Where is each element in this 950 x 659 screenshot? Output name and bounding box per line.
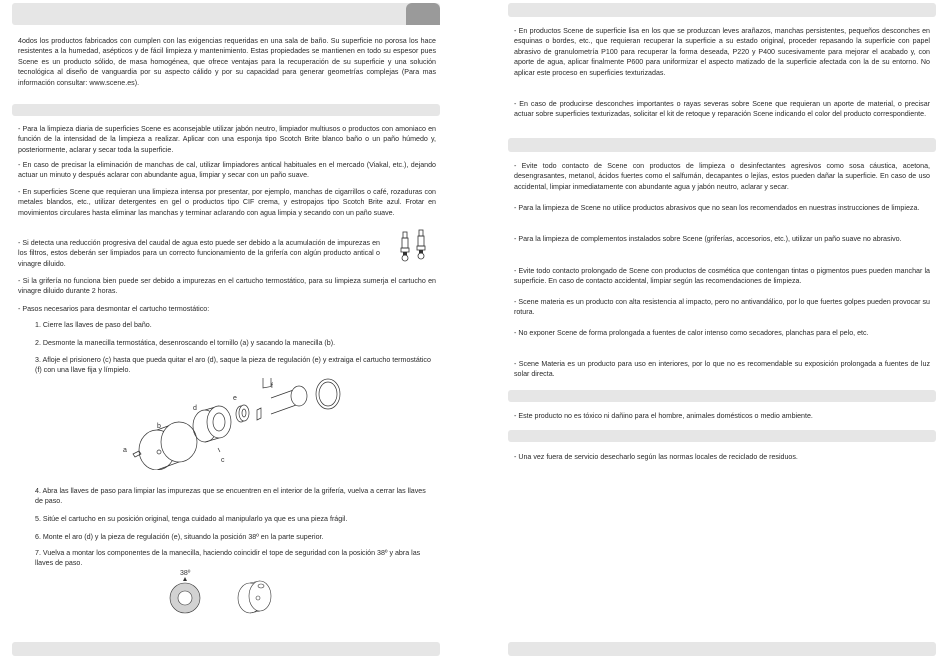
cartridge-exploded-diagram xyxy=(115,378,365,470)
label-e: e xyxy=(233,395,237,402)
step-5: 5. Sitúe el cartucho en su posición original, tenga cuidado al manipularlo ya que es una pieza frágil. xyxy=(35,515,348,523)
step-3: 3. Afloje el prisionero (c) hasta que pueda quitar el aro (d), saque la pieza de regulación (e) y extraiga el cartucho termostático (f) con una llave fija y límpielo. xyxy=(35,356,431,375)
repair-kit-text: - En caso de producirse desconches importantes o rayas severas sobre Scene que requieran un aporte de material, o precisar actuar sobre superficies texturizadas, solicitar el kit de retoque y reparación Scene indicando el color del producto correspondiente. xyxy=(514,100,930,119)
step-4: 4. Abra las llaves de paso para limpiar las impurezas que se encuentren en el interior de la grifería, vuelva a cerrar las llaves de paso. xyxy=(35,487,426,506)
label-f: f xyxy=(271,383,273,390)
impact-resistance-text: - Scene materia es un producto con alta resistencia al impacto, pero no antivandálico, por lo que fuertes golpes pueden provocar su rotura. xyxy=(514,298,930,317)
steps-intro: - Pasos necesarios para desmontar el cartucho termostático: xyxy=(18,305,210,313)
header-tab-left xyxy=(406,3,440,25)
step-6: 6. Monte el aro (d) y la pieza de regulación (e), situando la posición 38º en la parte superior. xyxy=(35,533,324,541)
header-bar-right xyxy=(508,3,936,17)
heat-exposure-text: - No exponer Scene de forma prolongada a fuentes de calor intenso como secadores, planchas para el pelo, etc. xyxy=(514,329,869,337)
step-1: 1. Cierre las llaves de paso del baño. xyxy=(35,321,152,329)
handle-assembled-diagram xyxy=(234,576,274,616)
faucet-icon xyxy=(397,228,433,268)
disposal-text: - Una vez fuera de servicio desecharlo según las normas locales de reciclado de residuos. xyxy=(514,453,798,461)
step-7: 7. Vuelva a montar los componentes de la manecilla, haciendo coincidir el tope de seguridad con la posición 38º y abra las llaves de paso. xyxy=(35,549,421,568)
regulation-ring-diagram xyxy=(164,566,204,616)
water-flow-text: - Si detecta una reducción progresiva del caudal de agua esto puede ser debido a la acumulación de impurezas en los filtros, estos deberán ser limpiados para un correcto funcionamiento de la grifería con algún producto antical o vinagre diluido. xyxy=(18,239,380,268)
limescale-text: - En caso de precisar la eliminación de manchas de cal, utilizar limpiadores antical habituales en el mercado (Viakal, etc.), dejando actuar un minuto y después aclarar con abundante agua, limpiar y secar con un paño suave. xyxy=(18,161,436,180)
daily-cleaning-text: - Para la limpieza diaria de superficies Scene es aconsejable utilizar jabón neutro, limpiador multiusos o productos con amoniaco en función de la intensidad de la limpieza a realizar. Aplicar con una esponja tipo Scotch Brite blanco baño o un paño húmedo y, posteriormente, aclarar y secar toda la superficie. xyxy=(18,125,436,154)
section-bar-warnings xyxy=(508,138,936,152)
surface-repair-text: - En productos Scene de superficie lisa en los que se produzcan leves arañazos, manchas persistentes, pequeños desconches en esquinas o bordes, etc., que requieran recuperar la superficie a su estado original, proceder repasando la superficie con papel abrasivo de granulometría P100 para recuperar la forma deseada, P220 y P400 sucesivamente para mejorar el acabado y, con aporte de agua, aplicar finalmente P600 para uniformizar el aspecto matizado de la superficie afectada con la de su entorno. No aplicar este proceso en superficies texturizadas. xyxy=(514,27,930,77)
accessories-cleaning-text: - Para la limpieza de complementos instalados sobre Scene (griferías, accesorios, etc.), utilizar un paño suave no abrasivo. xyxy=(514,235,902,243)
intense-cleaning-text: - En superficies Scene que requieran una limpieza intensa por presentar, por ejemplo, manchas de cigarrillos o café, rozaduras con metales blandos, etc., utilizar detergentes en gel o productos tipo CIF crema, y estropajos tipo Scotch Brite azul. Frotar en movimientos circulares hasta eliminar las manchas y terminar aclarando con agua limpia y secando con un paño suave. xyxy=(18,188,436,217)
cosmetics-text: - Evite todo contacto prolongado de Scene con productos de cosmética que contengan tintas o pigmentos pues pueden manchar la superficie. En caso de contacto accidental, limpiar según las recomendaciones de limpieza. xyxy=(514,267,930,286)
label-c: c xyxy=(221,457,225,464)
header-bar-left xyxy=(12,3,440,25)
step-2: 2. Desmonte la manecilla termostática, desenroscando el tornillo (a) y sacando la manecilla (b). xyxy=(35,339,336,347)
label-d: d xyxy=(193,405,197,412)
non-toxic-text: - Este producto no es tóxico ni dañino para el hombre, animales domésticos o medio ambiente. xyxy=(514,412,813,420)
section-bar-disposal xyxy=(508,430,936,442)
sunlight-exposure-text: - Scene Materia es un producto para uso en interiores, por lo que no es recomendable su exposición prolongada a fuentes de luz solar directa. xyxy=(514,360,930,379)
footer-bar-left xyxy=(12,642,440,656)
section-bar-cleaning xyxy=(12,104,440,116)
label-b: b xyxy=(157,423,161,430)
aggressive-products-text: - Evite todo contacto de Scene con productos de limpieza o desinfectantes agresivos como sosa cáustica, acetona, desengrasantes, metanol, ácidos fuertes como el salfumán, decapantes o lejías, estos pueden dañar la superficie. En caso de uso accidental, limpiar inmediatamente con abundante agua y jabón neutro, aclarar y secar. xyxy=(514,162,930,191)
cartridge-text: - Si la grifería no funciona bien puede ser debido a impurezas en el cartucho termostático, para su limpieza sumerja el cartucho en vinagre diluido durante 2 horas. xyxy=(18,277,436,296)
angle-label: 38º xyxy=(180,570,191,577)
footer-bar-right xyxy=(508,642,936,656)
abrasive-products-text: - Para la limpieza de Scene no utilice productos abrasivos que no sean los recomendados en nuestras instrucciones de limpieza. xyxy=(514,204,920,212)
intro-paragraph: 4odos los productos fabricados con cumplen con las exigencias requeridas en una sala de baño. Su superficie no porosa los hace resistentes a la humedad, asépticos y de fácil limpieza y mantenimiento. Estas propiedades se mantienen en todo su espesor pues Scene es un producto sólido, de masa homogénea, que ofrece ventajas para la recuperación de su superficie y una solución tecnológica al diseño de vanguardia por su aspecto cálido y por su capacidad para generar geometrías complejas (Para mas información consultar: www.scene.es). xyxy=(18,37,436,87)
section-bar-environment xyxy=(508,390,936,402)
label-a: a xyxy=(123,447,127,454)
